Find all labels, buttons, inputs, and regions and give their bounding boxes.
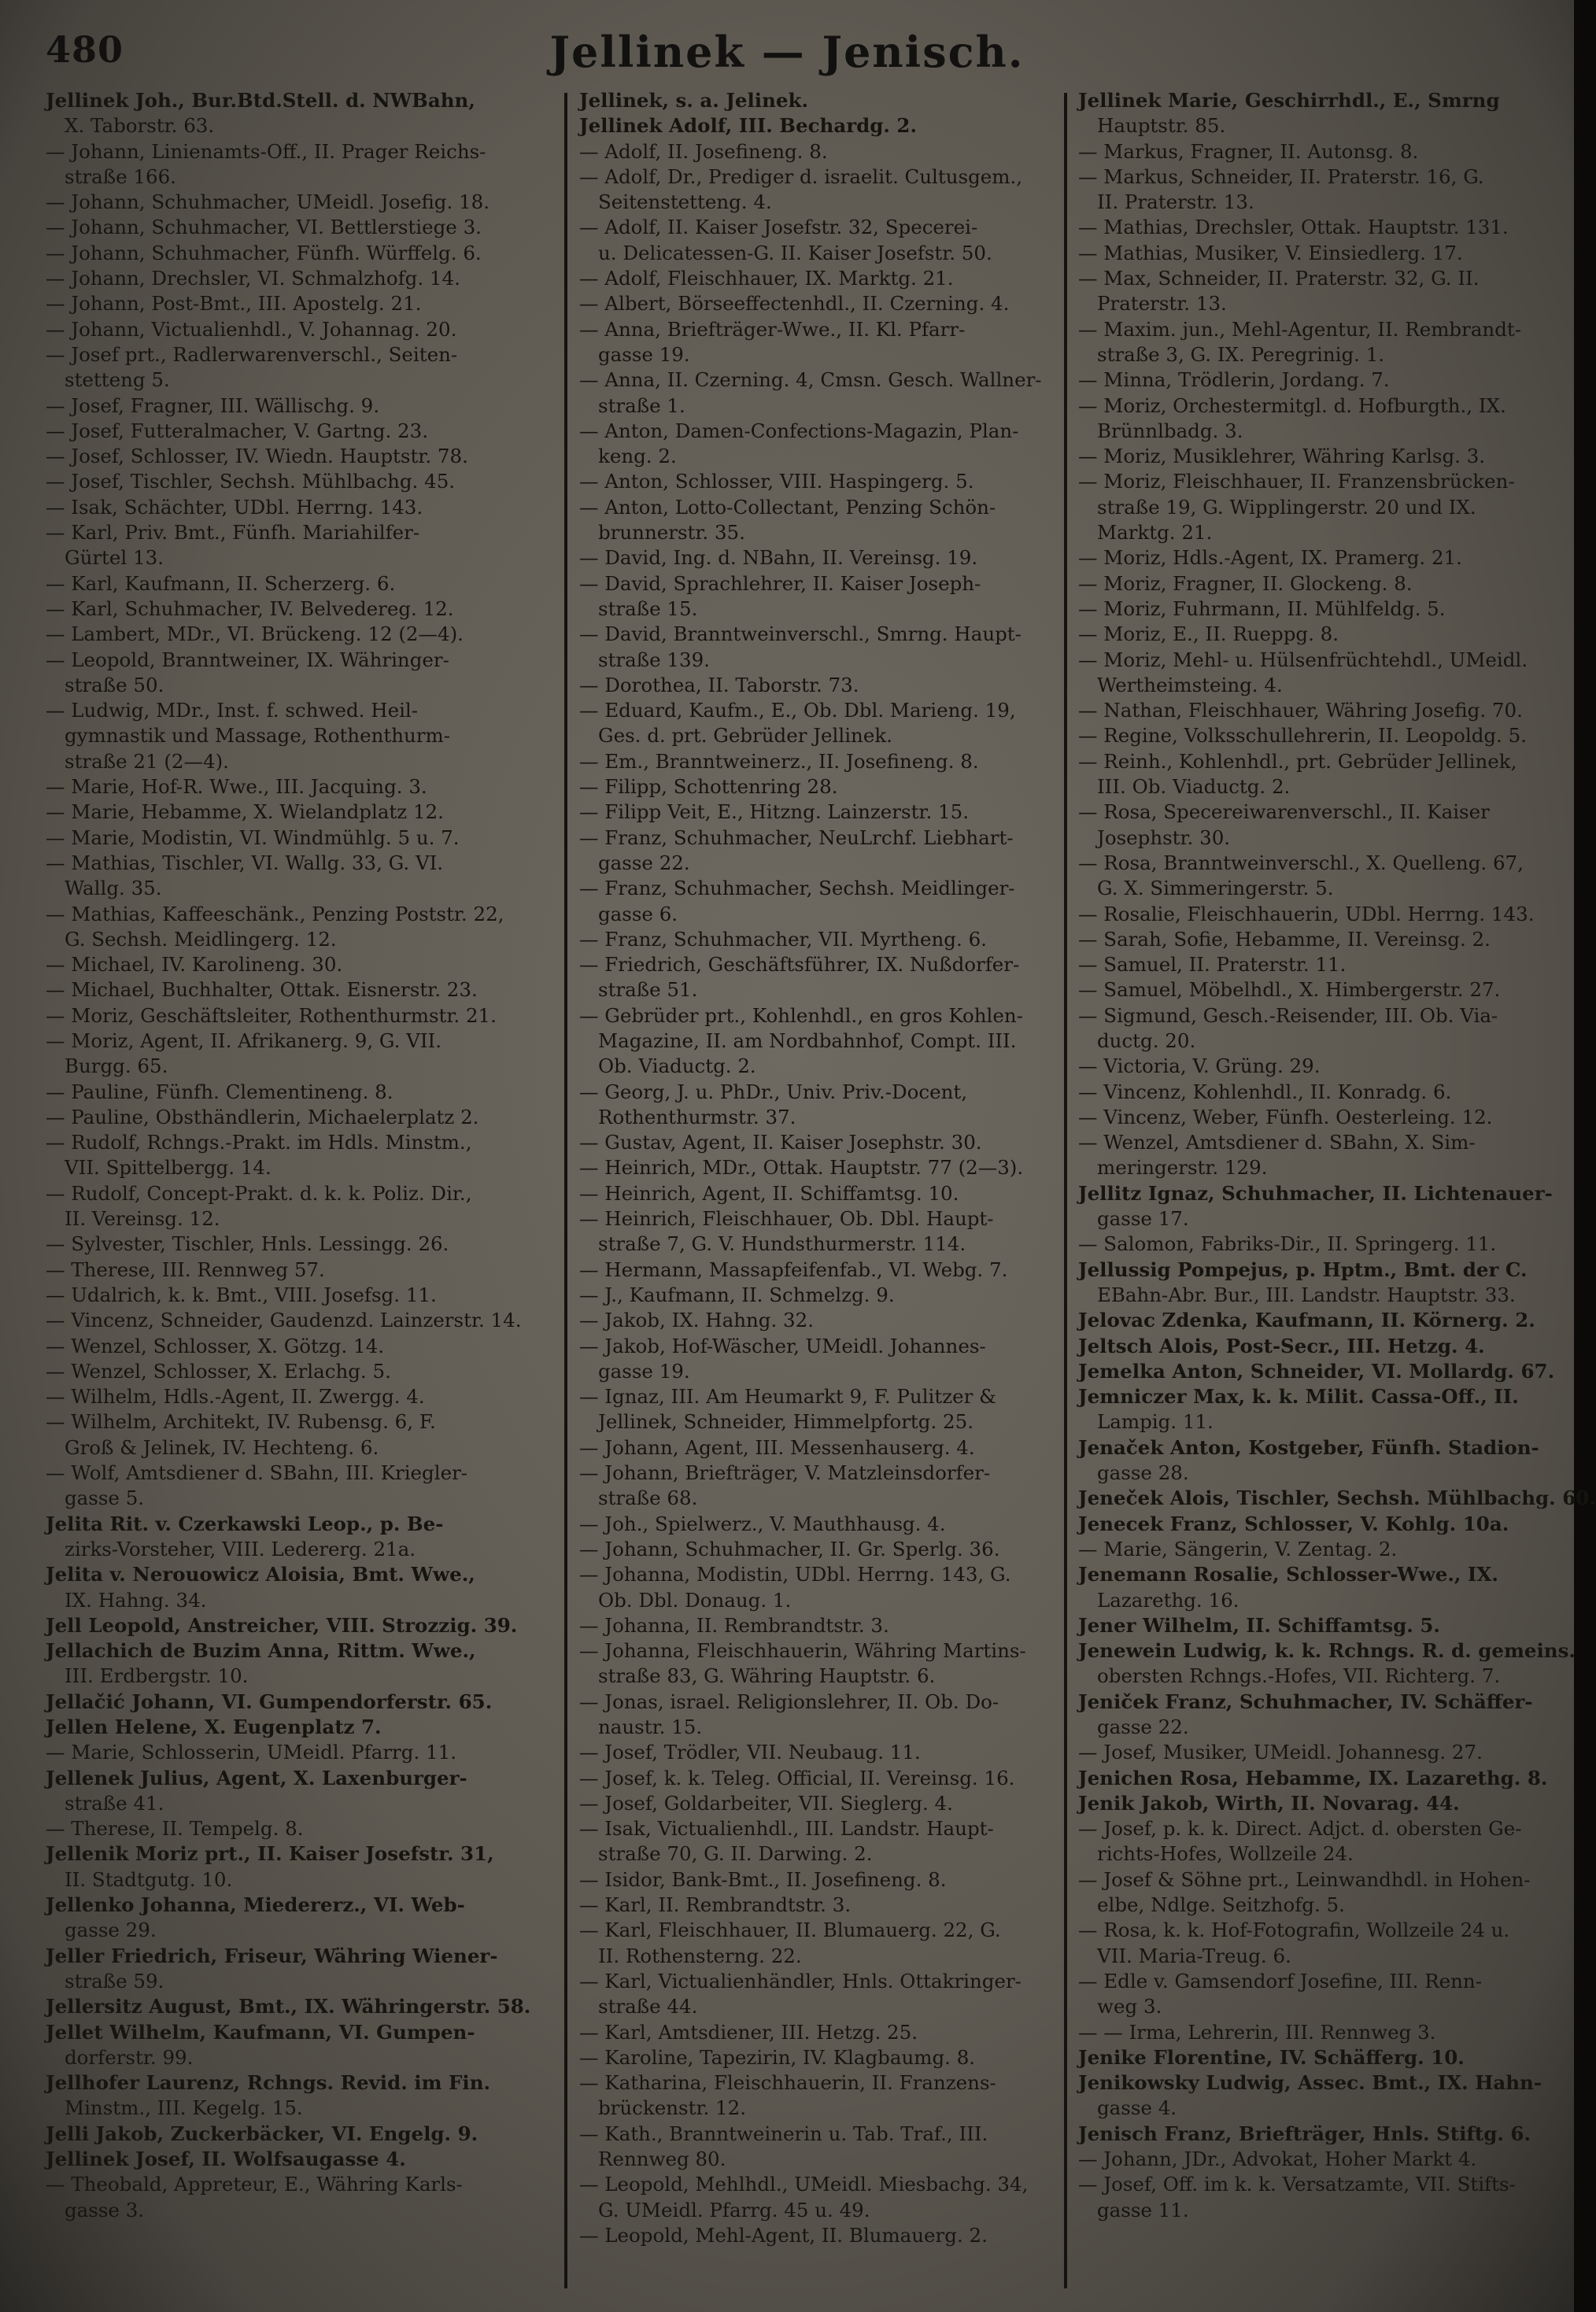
directory-entry-line: Jellinek, Schneider, Himmelpfortg. 25.: [598, 1410, 973, 1434]
directory-entry-line: richts-Hofes, Wollzeile 24.: [1097, 1842, 1354, 1866]
directory-entry-line: — Isak, Schächter, UDbl. Herrng. 143.: [46, 495, 423, 519]
directory-entry-line: — Johanna, Fleischhauerin, Währing Martins-: [579, 1639, 1026, 1663]
directory-entry-line: — Franz, Schuhmacher, Sechsh. Meidlinger-: [579, 877, 1015, 900]
directory-entry-line: straße 21 (2—4).: [65, 749, 229, 773]
directory-headword-entry: Jell Leopold, Anstreicher, VIII. Strozzig. 39.: [46, 1613, 518, 1637]
directory-headword-entry: Jemniczer Max, k. k. Milit. Cassa-Off., II.: [1078, 1385, 1519, 1409]
directory-entry-line: meringerstr. 129.: [1097, 1156, 1268, 1180]
directory-entry-line: Brünnlbadg. 3.: [1097, 419, 1243, 442]
directory-entry-line: — Reinh., Kohlenhdl., prt. Gebrüder Jellinek,: [1078, 749, 1517, 773]
directory-entry-line: brunnerstr. 35.: [598, 521, 745, 545]
directory-entry-line: stetteng 5.: [65, 368, 170, 392]
directory-entry-line: — Josef, Futteralmacher, V. Gartng. 23.: [46, 419, 428, 442]
directory-entry-line: — Josef, k. k. Teleg. Official, II. Vereinsg. 16.: [579, 1766, 1015, 1789]
directory-entry-line: — Anton, Schlosser, VIII. Haspingerg. 5.: [579, 470, 974, 493]
directory-entry-line: — Samuel, II. Praterstr. 11.: [1078, 953, 1347, 977]
directory-entry-line: Rothenthurmstr. 37.: [598, 1105, 796, 1128]
directory-entry-line: straße 83, G. Währing Hauptstr. 6.: [598, 1664, 936, 1688]
directory-entry-line: — Markus, Fragner, II. Autonsg. 8.: [1078, 139, 1419, 163]
directory-entry-line: — Johann, Victualienhdl., V. Johannag. 20.: [46, 317, 457, 341]
directory-entry-line: III. Ob. Viaductg. 2.: [1097, 775, 1291, 799]
directory-entry-line: — Moriz, Mehl- u. Hülsenfrüchtehdl., UMeidl.: [1078, 648, 1528, 671]
directory-entry-line: straße 139.: [598, 648, 710, 671]
running-head: Jellinek — Jenisch.: [549, 27, 1025, 77]
directory-entry-line: — Karoline, Tapezirin, IV. Klagbaumg. 8.: [579, 2045, 976, 2069]
directory-entry-line: — Filipp, Schottenring 28.: [579, 775, 838, 799]
column-middle: [579, 88, 1061, 2292]
directory-entry-line: — Mathias, Drechsler, Ottak. Hauptstr. 131.: [1078, 216, 1509, 239]
directory-entry-line: — Isak, Victualienhdl., III. Landstr. Haupt-: [579, 1817, 994, 1841]
directory-entry-line: — Moriz, Fleischhauer, II. Franzensbrücken-: [1078, 470, 1515, 493]
directory-entry-line: — Heinrich, Fleischhauer, Ob. Dbl. Haupt-: [579, 1207, 994, 1231]
directory-entry-line: — Udalrich, k. k. Bmt., VIII. Josefsg. 11.: [46, 1283, 437, 1306]
directory-entry-line: — Wolf, Amtsdiener d. SBahn, III. Kriegler-: [46, 1461, 468, 1485]
directory-headword-entry: Jellenik Moriz prt., II. Kaiser Josefstr. 31,: [46, 1842, 494, 1866]
directory-entry-line: — Wenzel, Amtsdiener d. SBahn, X. Sim-: [1078, 1131, 1476, 1154]
directory-headword-entry: Jeller Friedrich, Friseur, Währing Wiener-: [46, 1944, 498, 1967]
directory-entry-line: — Heinrich, MDr., Ottak. Hauptstr. 77 (2—3).: [579, 1156, 1024, 1180]
directory-entry-line: — Anton, Lotto-Collectant, Penzing Schön-: [579, 495, 996, 519]
directory-headword-entry: Jellet Wilhelm, Kaufmann, VI. Gumpen-: [46, 2020, 475, 2044]
directory-entry-line: Wallg. 35.: [65, 877, 162, 900]
directory-headword-entry: Jellinek Joh., Bur.Btd.Stell. d. NWBahn,: [46, 89, 475, 112]
column-divider: [1064, 93, 1067, 2288]
directory-entry-line: — Moriz, Musiklehrer, Währing Karlsg. 3.: [1078, 445, 1486, 468]
directory-entry-line: Praterstr. 13.: [1097, 292, 1227, 316]
directory-entry-line: — David, Sprachlehrer, II. Kaiser Joseph-: [579, 571, 981, 595]
directory-headword-entry: Jener Wilhelm, II. Schiffamtsg. 5.: [1078, 1613, 1440, 1637]
directory-entry-line: — Nathan, Fleischhauer, Währing Josefig. 70.: [1078, 699, 1523, 722]
directory-entry-line: straße 15.: [598, 596, 698, 620]
directory-headword-entry: Jenike Florentine, IV. Schäfferg. 10.: [1078, 2045, 1465, 2069]
directory-entry-line: — Vincenz, Weber, Fünfh. Oesterleing. 12.: [1078, 1105, 1493, 1128]
directory-headword-entry: Jenikowsky Ludwig, Assec. Bmt., IX. Hahn-: [1078, 2071, 1542, 2095]
directory-entry-line: — Marie, Schlosserin, UMeidl. Pfarrg. 11.: [46, 1741, 456, 1764]
page-number: 480: [46, 28, 124, 71]
directory-entry-line: — Johann, Post-Bmt., III. Apostelg. 21.: [46, 292, 422, 316]
directory-entry-line: — Karl, Priv. Bmt., Fünfh. Mariahilfer-: [46, 521, 420, 545]
directory-entry-line: — Anton, Damen-Confections-Magazin, Plan-: [579, 419, 1019, 442]
directory-entry-line: straße 50.: [65, 673, 164, 696]
directory-entry-line: Ob. Viaductg. 2.: [598, 1054, 756, 1078]
directory-entry-line: gasse 5.: [65, 1487, 145, 1510]
directory-entry-line: G. X. Simmeringerstr. 5.: [1097, 877, 1334, 900]
directory-entry-line: Josephstr. 30.: [1097, 825, 1231, 849]
directory-entry-line: X. Taborstr. 63.: [65, 114, 215, 138]
directory-entry-line: Lampig. 11.: [1097, 1410, 1214, 1434]
directory-entry-line: — Wenzel, Schlosser, X. Erlachg. 5.: [46, 1359, 391, 1383]
directory-entry-line: straße 68.: [598, 1487, 698, 1510]
directory-entry-line: — Rosa, Specereiwarenverschl., II. Kaiser: [1078, 800, 1490, 824]
directory-entry-line: — Sigmund, Gesch.-Reisender, III. Ob. Via-: [1078, 1003, 1498, 1027]
directory-entry-line: gasse 6.: [598, 902, 678, 925]
directory-entry-line: — Karl, II. Rembrandtstr. 3.: [579, 1893, 852, 1917]
directory-entry-line: — David, Ing. d. NBahn, II. Vereinsg. 19.: [579, 546, 978, 570]
directory-entry-line: weg 3.: [1097, 1995, 1162, 2018]
directory-entry-line: gasse 3.: [65, 2198, 145, 2222]
directory-entry-line: — Moriz, Agent, II. Afrikanerg. 9, G. VII.: [46, 1029, 442, 1052]
directory-entry-line: — Ignaz, III. Am Heumarkt 9, F. Pulitzer &: [579, 1385, 996, 1409]
directory-entry-line: II. Rothensterng. 22.: [598, 1944, 802, 1967]
directory-entry-line: — Isidor, Bank-Bmt., II. Josefineng. 8.: [579, 1867, 947, 1891]
directory-headword-entry: Jenisch Franz, Briefträger, Hnls. Stiftg. 6.: [1078, 2122, 1531, 2145]
directory-entry-line: — Dorothea, II. Taborstr. 73.: [579, 673, 859, 696]
directory-entry-line: straße 1.: [598, 393, 685, 417]
directory-headword-entry: Jellenek Julius, Agent, X. Laxenburger-: [46, 1766, 467, 1789]
directory-entry-line: — Rosa, Branntweinverschl., X. Quelleng. 67,: [1078, 851, 1524, 874]
directory-entry-line: — Marie, Sängerin, V. Zentag. 2.: [1078, 1537, 1398, 1560]
directory-entry-line: — Lambert, MDr., VI. Brückeng. 12 (2—4).: [46, 622, 464, 646]
column-left: [46, 88, 556, 2292]
directory-entry-line: Groß & Jelinek, IV. Hechteng. 6.: [65, 1435, 379, 1459]
directory-entry-line: — Adolf, Fleischhauer, IX. Marktg. 21.: [579, 267, 954, 290]
directory-entry-line: gasse 22.: [598, 851, 690, 874]
directory-entry-line: — Adolf, II. Josefineng. 8.: [579, 139, 828, 163]
directory-entry-line: — Rudolf, Rchngs.-Prakt. im Hdls. Minstm.,: [46, 1131, 472, 1154]
directory-entry-line: — Michael, Buchhalter, Ottak. Eisnerstr. 23.: [46, 978, 478, 1002]
directory-entry-line: — Johann, Linienamts-Off., II. Prager Reichs-: [46, 139, 486, 163]
directory-entry-line: — Vincenz, Schneider, Gaudenzd. Lainzerstr. 14.: [46, 1309, 522, 1332]
directory-entry-line: — Anna, Briefträger-Wwe., II. Kl. Pfarr-: [579, 317, 966, 341]
directory-headword-entry: Jelovac Zdenka, Kaufmann, II. Körnerg. 2.: [1078, 1309, 1535, 1332]
directory-entry-line: — Mathias, Tischler, VI. Wallg. 33, G. VI.: [46, 851, 444, 874]
directory-entry-line: naustr. 15.: [598, 1716, 703, 1738]
directory-entry-line: — Wenzel, Schlosser, X. Götzg. 14.: [46, 1334, 384, 1357]
directory-entry-line: — Johann, Briefträger, V. Matzleinsdorfer-: [579, 1461, 991, 1485]
directory-entry-line: — Gustav, Agent, II. Kaiser Josephstr. 30.: [579, 1131, 982, 1154]
directory-entry-line: Gürtel 13.: [65, 546, 164, 570]
directory-entry-line: — Moriz, Hdls.-Agent, IX. Pramerg. 21.: [1078, 546, 1462, 570]
directory-headword-entry: Jemelka Anton, Schneider, VI. Mollardg. 67.: [1078, 1359, 1555, 1383]
directory-entry-line: — Adolf, II. Kaiser Josefstr. 32, Specerei-: [579, 216, 978, 239]
directory-entry-line: — Karl, Fleischhauer, II. Blumauerg. 22, G.: [579, 1919, 1001, 1942]
directory-entry-line: VII. Maria-Treug. 6.: [1097, 1944, 1291, 1967]
directory-headword-entry: Jelita Rit. v. Czerkawski Leop., p. Be-: [46, 1512, 444, 1535]
directory-entry-line: G. UMeidl. Pfarrg. 45 u. 49.: [598, 2198, 870, 2222]
directory-entry-line: keng. 2.: [598, 445, 677, 468]
directory-headword-entry: Jelita v. Nerouowicz Aloisia, Bmt. Wwe.,: [46, 1563, 475, 1586]
directory-entry-line: — Karl, Kaufmann, II. Scherzerg. 6.: [46, 571, 396, 595]
directory-headword-entry: Jellinek Josef, II. Wolfsaugasse 4.: [46, 2148, 406, 2171]
directory-entry-line: — Eduard, Kaufm., E., Ob. Dbl. Marieng. 19,: [579, 699, 1016, 722]
directory-entry-line: — Johann, Schuhmacher, II. Gr. Sperlg. 36.: [579, 1537, 1000, 1560]
directory-entry-line: — Johann, Drechsler, VI. Schmalzhofg. 14.: [46, 267, 460, 290]
directory-entry-line: straße 166.: [65, 164, 176, 188]
directory-entry-line: Magazine, II. am Nordbahnhof, Compt. III.: [598, 1029, 1017, 1052]
directory-entry-line: zirks-Vorsteher, VIII. Ledererg. 21a.: [65, 1537, 416, 1560]
directory-entry-line: II. Praterstr. 13.: [1097, 190, 1254, 214]
directory-entry-line: — Josef & Söhne prt., Leinwandhdl. in Hohen-: [1078, 1867, 1531, 1891]
directory-entry-line: Ges. d. prt. Gebrüder Jellinek.: [598, 724, 892, 748]
directory-entry-line: gasse 17.: [1097, 1207, 1189, 1231]
directory-entry-line: — Katharina, Fleischhauerin, II. Franzens-: [579, 2071, 996, 2095]
directory-entry-line: — Franz, Schuhmacher, NeuLrchf. Liebhart-: [579, 825, 1014, 849]
directory-entry-line: — Moriz, Fuhrmann, II. Mühlfeldg. 5.: [1078, 596, 1446, 620]
directory-entry-line: III. Erdbergstr. 10.: [65, 1664, 249, 1688]
directory-entry-line: — Marie, Modistin, VI. Windmühlg. 5 u. 7.: [46, 825, 460, 849]
page-header: [0, 17, 1574, 88]
directory-entry-line: — Josef, Schlosser, IV. Wiedn. Hauptstr. 78.: [46, 445, 468, 468]
directory-headword-entry: Jenemann Rosalie, Schlosser-Wwe., IX.: [1078, 1563, 1498, 1586]
directory-entry-line: — Maxim. jun., Mehl-Agentur, II. Rembrandt-: [1078, 317, 1522, 341]
directory-entry-line: — Gebrüder prt., Kohlenhdl., en gros Kohlen-: [579, 1003, 1023, 1027]
directory-headword-entry: Jenecek Franz, Schlosser, V. Kohlg. 10a.: [1078, 1512, 1509, 1535]
directory-entry-line: — Victoria, V. Grüng. 29.: [1078, 1054, 1321, 1078]
directory-entry-line: G. Sechsh. Meidlingerg. 12.: [65, 927, 337, 951]
directory-entry-line: — Friedrich, Geschäftsführer, IX. Nußdorfer-: [579, 953, 1020, 977]
directory-headword-entry: Jellhofer Laurenz, Rchngs. Revid. im Fin.: [46, 2071, 491, 2095]
directory-entry-line: — Heinrich, Agent, II. Schiffamtsg. 10.: [579, 1181, 959, 1205]
directory-headword-entry: Jenaček Anton, Kostgeber, Fünfh. Stadion-: [1078, 1435, 1539, 1459]
directory-entry-line: VII. Spittelbergg. 14.: [65, 1156, 272, 1180]
directory-entry-line: — Josef, Trödler, VII. Neubaug. 11.: [579, 1741, 921, 1764]
directory-headword-entry: Jellitz Ignaz, Schuhmacher, II. Lichtenauer-: [1078, 1181, 1553, 1205]
directory-entry-line: — Franz, Schuhmacher, VII. Myrtheng. 6.: [579, 927, 987, 951]
directory-entry-line: gasse 19.: [598, 342, 690, 366]
directory-entry-line: — Georg, J. u. PhDr., Univ. Priv.-Docent,: [579, 1080, 968, 1103]
directory-entry-line: gasse 4.: [1097, 2096, 1177, 2120]
directory-entry-line: straße 59.: [65, 1969, 164, 1993]
directory-entry-line: — Moriz, Geschäftsleiter, Rothenthurmstr. 21.: [46, 1003, 497, 1027]
directory-entry-line: straße 3, G. IX. Peregrinig. 1.: [1097, 342, 1385, 366]
directory-entry-line: Minstm., III. Kegelg. 15.: [65, 2096, 303, 2120]
directory-entry-line: — Jonas, israel. Religionslehrer, II. Ob. Do-: [579, 1690, 999, 1713]
directory-entry-line: straße 70, G. II. Darwing. 2.: [598, 1842, 873, 1866]
directory-entry-line: — Theobald, Appreteur, E., Währing Karls-: [46, 2173, 463, 2196]
directory-entry-line: Lazarethg. 16.: [1097, 1588, 1239, 1612]
directory-entry-line: gasse 29.: [65, 1919, 157, 1942]
directory-entry-line: — Rosa, k. k. Hof-Fotografin, Wollzeile 24 u.: [1078, 1919, 1510, 1942]
directory-entry-line: II. Stadtgutg. 10.: [65, 1867, 233, 1891]
directory-entry-line: — Sylvester, Tischler, Hnls. Lessingg. 26.: [46, 1232, 449, 1256]
directory-entry-line: — Michael, IV. Karolineng. 30.: [46, 953, 343, 977]
directory-headword-entry: Jellussig Pompejus, p. Hptm., Bmt. der C.: [1078, 1258, 1528, 1281]
directory-entry-line: Seitenstetteng. 4.: [598, 190, 772, 214]
directory-entry-line: — J., Kaufmann, II. Schmelzg. 9.: [579, 1283, 895, 1306]
directory-entry-line: — Regine, Volksschullehrerin, II. Leopoldg. 5.: [1078, 724, 1528, 748]
directory-entry-line: Burgg. 65.: [65, 1054, 168, 1078]
directory-entry-line: gymnastik und Massage, Rothenthurm-: [65, 724, 450, 748]
directory-entry-line: — Jakob, IX. Hahng. 32.: [579, 1309, 815, 1332]
directory-entry-line: — Josef, Musiker, UMeidl. Johannesg. 27.: [1078, 1741, 1483, 1764]
directory-entry-line: straße 51.: [598, 978, 698, 1002]
directory-entry-line: — David, Branntweinverschl., Smrng. Haupt-: [579, 622, 1022, 646]
directory-entry-line: Wertheimsteing. 4.: [1097, 673, 1283, 696]
directory-entry-line: Marktg. 21.: [1097, 521, 1213, 545]
directory-entry-line: straße 44.: [598, 1995, 698, 2018]
directory-entry-line: — — Irma, Lehrerin, III. Rennweg 3.: [1078, 2020, 1436, 2044]
directory-entry-line: — Filipp Veit, E., Hitzng. Lainzerstr. 15.: [579, 800, 969, 824]
directory-entry-line: — Marie, Hebamme, X. Wielandplatz 12.: [46, 800, 444, 824]
directory-headword-entry: Jellinek Marie, Geschirrhdl., E., Smrng: [1078, 89, 1500, 112]
directory-entry-line: — Jakob, Hof-Wäscher, UMeidl. Johannes-: [579, 1334, 986, 1357]
directory-entry-line: — Moriz, Orchestermitgl. d. Hofburgth., IX.: [1078, 393, 1506, 417]
directory-entry-line: straße 7, G. V. Hundsthurmerstr. 114.: [598, 1232, 966, 1256]
directory-entry-line: — Johann, Agent, III. Messenhauserg. 4.: [579, 1435, 975, 1459]
directory-entry-line: II. Vereinsg. 12.: [65, 1207, 220, 1231]
directory-entry-line: — Albert, Börseeffectenhdl., II. Czerning. 4.: [579, 292, 1010, 316]
directory-entry-line: — Edle v. Gamsendorf Josefine, III. Renn-: [1078, 1969, 1482, 1993]
directory-entry-line: — Josef prt., Radlerwarenverschl., Seiten-: [46, 342, 458, 366]
directory-entry-line: — Samuel, Möbelhdl., X. Himbergerstr. 27.: [1078, 978, 1501, 1002]
directory-headword-entry: Jellačić Johann, VI. Gumpendorferstr. 65.: [46, 1690, 493, 1713]
directory-entry-line: — Wilhelm, Architekt, IV. Rubensg. 6, F.: [46, 1410, 436, 1434]
directory-entry-line: — Leopold, Mehlhdl., UMeidl. Miesbachg. 34,: [579, 2173, 1029, 2196]
column-right: [1078, 88, 1596, 2292]
directory-entry-line: — Ludwig, MDr., Inst. f. schwed. Heil-: [46, 699, 419, 722]
directory-entry-line: — Max, Schneider, II. Praterstr. 32, G. II.: [1078, 267, 1480, 290]
directory-entry-line: straße 19, G. Wipplingerstr. 20 und IX.: [1097, 495, 1476, 519]
directory-entry-line: — Karl, Schuhmacher, IV. Belvedereg. 12.: [46, 596, 454, 620]
directory-entry-line: elbe, Ndlge. Seitzhofg. 5.: [1097, 1893, 1345, 1917]
directory-entry-line: — Sarah, Sofie, Hebamme, II. Vereinsg. 2.: [1078, 927, 1491, 951]
directory-entry-line: — Vincenz, Kohlenhdl., II. Konradg. 6.: [1078, 1080, 1452, 1103]
directory-entry-line: — Rosalie, Fleischhauerin, UDbl. Herrng. 143.: [1078, 902, 1535, 925]
directory-entry-line: — Em., Branntweinerz., II. Josefineng. 8.: [579, 749, 979, 773]
directory-headword-entry: Jellinek, s. a. Jelinek.: [579, 89, 809, 112]
directory-entry-line: u. Delicatessen-G. II. Kaiser Josefstr. 50.: [598, 241, 992, 264]
directory-entry-line: — Johann, Schuhmacher, VI. Bettlerstiege 3.: [46, 216, 482, 239]
directory-entry-line: dorferstr. 99.: [65, 2045, 194, 2069]
directory-headword-entry: Jellachich de Buzim Anna, Rittm. Wwe.,: [46, 1639, 476, 1663]
directory-entry-line: gasse 22.: [1097, 1716, 1189, 1738]
directory-entry-line: gasse 28.: [1097, 1461, 1189, 1485]
directory-entry-line: Ob. Dbl. Donaug. 1.: [598, 1588, 792, 1612]
directory-entry-line: — Johanna, Modistin, UDbl. Herrng. 143, G.: [579, 1563, 1011, 1586]
directory-entry-line: — Johann, Schuhmacher, Fünfh. Würffelg. 6.: [46, 241, 482, 264]
directory-entry-line: — Anna, II. Czerning. 4, Cmsn. Gesch. Wallner-: [579, 368, 1042, 392]
directory-entry-line: — Pauline, Fünfh. Clementineng. 8.: [46, 1080, 393, 1103]
directory-entry-line: obersten Rchngs.-Hofes, VII. Richterg. 7.: [1097, 1664, 1501, 1688]
directory-entry-line: IX. Hahng. 34.: [65, 1588, 207, 1612]
directory-headword-entry: Jenik Jakob, Wirth, II. Novarag. 44.: [1078, 1791, 1460, 1815]
directory-entry-line: EBahn-Abr. Bur., III. Landstr. Hauptstr. 33.: [1097, 1283, 1516, 1306]
directory-headword-entry: Jellen Helene, X. Eugenplatz 7.: [46, 1716, 382, 1738]
directory-entry-line: gasse 19.: [598, 1359, 690, 1383]
directory-entry-line: — Moriz, E., II. Rueppg. 8.: [1078, 622, 1339, 646]
directory-entry-line: — Moriz, Fragner, II. Glockeng. 8.: [1078, 571, 1413, 595]
directory-entry-line: gasse 11.: [1097, 2198, 1189, 2222]
directory-entry-line: — Josef, Fragner, III. Wällischg. 9.: [46, 393, 380, 417]
directory-headword-entry: Jelli Jakob, Zuckerbäcker, VI. Engelg. 9.: [46, 2122, 478, 2145]
column-divider: [564, 93, 567, 2288]
directory-entry-line: — Karl, Victualienhändler, Hnls. Ottakringer-: [579, 1969, 1022, 1993]
directory-entry-line: — Wilhelm, Hdls.-Agent, II. Zwergg. 4.: [46, 1385, 425, 1409]
directory-entry-line: — Johann, Schuhmacher, UMeidl. Josefig. 18.: [46, 190, 490, 214]
directory-entry-line: — Adolf, Dr., Prediger d. israelit. Cultusgem.,: [579, 164, 1023, 188]
directory-entry-line: — Joh., Spielwerz., V. Mauthhausg. 4.: [579, 1512, 946, 1535]
directory-entry-line: — Salomon, Fabriks-Dir., II. Springerg. 11.: [1078, 1232, 1497, 1256]
directory-headword-entry: Jellenko Johanna, Miedererz., VI. Web-: [46, 1893, 465, 1917]
directory-headword-entry: Jeneček Alois, Tischler, Sechsh. Mühlbachg. 60.: [1078, 1487, 1596, 1510]
directory-headword-entry: Jenewein Ludwig, k. k. Rchngs. R. d. gemeins.: [1078, 1639, 1576, 1663]
directory-entry-line: — Therese, III. Rennweg 57.: [46, 1258, 325, 1281]
directory-entry-line: — Leopold, Branntweiner, IX. Währinger-: [46, 648, 449, 671]
directory-entry-line: Rennweg 80.: [598, 2148, 726, 2171]
directory-entry-line: — Leopold, Mehl-Agent, II. Blumauerg. 2.: [579, 2223, 988, 2247]
directory-entry-line: — Kath., Branntweinerin u. Tab. Traf., III.: [579, 2122, 988, 2145]
directory-entry-line: — Marie, Hof-R. Wwe., III. Jacquing. 3.: [46, 775, 427, 799]
directory-headword-entry: Jenichen Rosa, Hebamme, IX. Lazarethg. 8.: [1078, 1766, 1548, 1789]
directory-headword-entry: Jellinek Adolf, III. Bechardg. 2.: [579, 114, 918, 138]
directory-entry-line: — Josef, p. k. k. Direct. Adjct. d. obersten Ge-: [1078, 1817, 1522, 1841]
directory-entry-line: — Mathias, Musiker, V. Einsiedlerg. 17.: [1078, 241, 1463, 264]
directory-headword-entry: Jeniček Franz, Schuhmacher, IV. Schäffer-: [1078, 1690, 1533, 1713]
directory-entry-line: — Johanna, II. Rembrandtstr. 3.: [579, 1613, 889, 1637]
directory-entry-line: — Johann, JDr., Advokat, Hoher Markt 4.: [1078, 2148, 1477, 2171]
directory-entry-line: — Therese, II. Tempelg. 8.: [46, 1817, 304, 1841]
directory-entry-line: — Josef, Off. im k. k. Versatzamte, VII. Stifts-: [1078, 2173, 1516, 2196]
directory-entry-line: — Rudolf, Concept-Prakt. d. k. k. Poliz. Dir.,: [46, 1181, 472, 1205]
directory-entry-line: — Josef, Tischler, Sechsh. Mühlbachg. 45.: [46, 470, 456, 493]
directory-entry-line: ductg. 20.: [1097, 1029, 1196, 1052]
directory-entry-line: straße 41.: [65, 1791, 164, 1815]
directory-headword-entry: Jellersitz August, Bmt., IX. Währingerstr. 58.: [46, 1995, 531, 2018]
directory-entry-line: brückenstr. 12.: [598, 2096, 746, 2120]
directory-entry-line: — Hermann, Massapfeifenfab., VI. Webg. 7.: [579, 1258, 1008, 1281]
directory-entry-line: — Karl, Amtsdiener, III. Hetzg. 25.: [579, 2020, 918, 2044]
directory-entry-line: — Mathias, Kaffeeschänk., Penzing Poststr. 22,: [46, 902, 504, 925]
directory-entry-line: — Markus, Schneider, II. Praterstr. 16, G.: [1078, 164, 1484, 188]
directory-entry-line: Hauptstr. 85.: [1097, 114, 1226, 138]
directory-entry-line: — Pauline, Obsthändlerin, Michaelerplatz 2.: [46, 1105, 479, 1128]
directory-entry-line: — Minna, Trödlerin, Jordang. 7.: [1078, 368, 1390, 392]
directory-entry-line: — Josef, Goldarbeiter, VII. Sieglerg. 4.: [579, 1791, 953, 1815]
directory-headword-entry: Jeltsch Alois, Post-Secr., III. Hetzg. 4.: [1078, 1334, 1485, 1357]
